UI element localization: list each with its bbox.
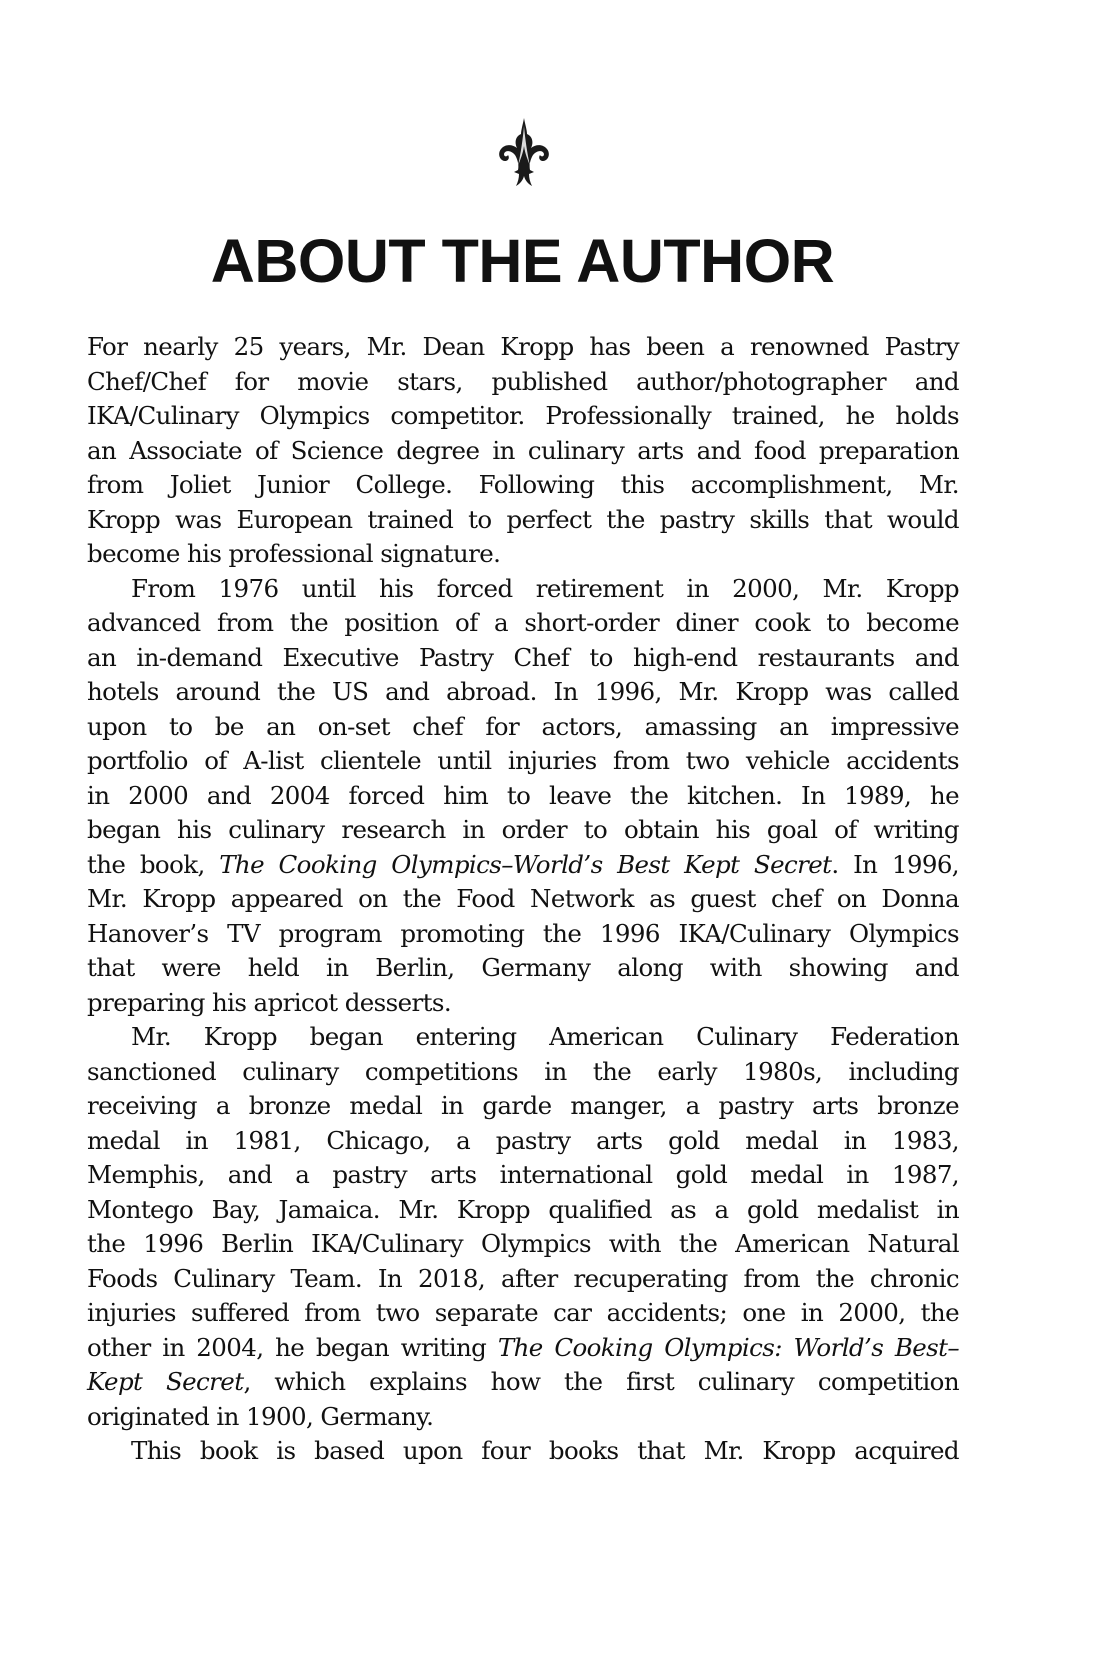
text-line: preparing his apricot desserts.	[87, 987, 452, 1017]
text-line: receiving a bronze medal in garde manger, a pastry arts bronze	[87, 1091, 959, 1120]
text-line: Kept Secret, which explains how the first culinary competition	[87, 1367, 959, 1396]
text-line: From 1976 until his forced retirement in 2000, Mr. Kropp	[131, 573, 959, 603]
text-line: become his professional signature.	[87, 539, 501, 568]
text-line: an Associate of Science degree in culinary arts and food preparation	[87, 435, 959, 465]
text-line: the 1996 Berlin IKA/Culinary Olympics with the American Natural	[87, 1229, 959, 1258]
text-line: began his culinary research in order to obtain his goal of writing	[87, 815, 959, 844]
text-line: in 2000 and 2004 forced him to leave the kitchen. In 1989, he	[87, 780, 959, 810]
text-line: Kropp was European trained to perfect the pastry skills that would	[87, 504, 959, 534]
fleur-de-lis-icon	[496, 116, 552, 188]
text-line: medal in 1981, Chicago, a pastry arts gold medal in 1983,	[87, 1125, 959, 1155]
text-line: an in-demand Executive Pastry Chef to high-end restaurants and	[87, 642, 959, 672]
book-title: The Cooking Olympics–World’s Best Kept Secret	[219, 849, 832, 879]
paragraph	[87, 572, 959, 1021]
text-line: Foods Culinary Team. In 2018, after recuperating from the chronic	[87, 1263, 959, 1293]
paragraph	[87, 1434, 959, 1469]
text-line: other in 2004, he began writing The Cooking Olympics: World’s Best–	[87, 1332, 959, 1362]
text-line: originated in 1900, Germany.	[87, 1401, 434, 1431]
paragraph	[87, 1020, 959, 1434]
text-line: advanced from the position of a short-order diner cook to become	[87, 608, 959, 637]
text-line: upon to be an on-set chef for actors, amassing an impressive	[87, 711, 959, 741]
book-title: Kept Secret	[87, 1367, 244, 1396]
author-bio	[87, 330, 959, 1469]
text-line: This book is based upon four books that Mr. Kropp acquired	[131, 1436, 959, 1465]
text-line: Hanover’s TV program promoting the 1996 IKA/Culinary Olympics	[87, 918, 959, 948]
text-line: Mr. Kropp began entering American Culinary Federation	[131, 1022, 959, 1051]
text-line: injuries suffered from two separate car accidents; one in 2000, the	[87, 1298, 959, 1327]
text-line: the book, The Cooking Olympics–World’s Best Kept Secret. In 1996,	[87, 849, 959, 879]
paragraph	[87, 330, 959, 572]
text-line: IKA/Culinary Olympics competitor. Professionally trained, he holds	[87, 401, 959, 430]
text-line: portfolio of A-list clientele until injuries from two vehicle accidents	[87, 746, 959, 775]
text-line: Mr. Kropp appeared on the Food Network as guest chef on Donna	[87, 884, 959, 913]
text-line: hotels around the US and abroad. In 1996, Mr. Kropp was called	[87, 677, 959, 706]
text-line: For nearly 25 years, Mr. Dean Kropp has been a renowned Pastry	[87, 332, 959, 361]
text-line: that were held in Berlin, Germany along with showing and	[87, 953, 959, 982]
book-title: The Cooking Olympics: World’s Best–	[497, 1332, 959, 1362]
text-line: from Joliet Junior College. Following this accomplishment, Mr.	[87, 470, 959, 499]
page-title: ABOUT THE AUTHOR	[210, 226, 835, 295]
text-line: Montego Bay, Jamaica. Mr. Kropp qualified as a gold medalist in	[87, 1194, 959, 1224]
text-line: Memphis, and a pastry arts international gold medal in 1987,	[87, 1160, 959, 1189]
text-line: Chef/Chef for movie stars, published author/photographer and	[87, 366, 959, 396]
text-line: sanctioned culinary competitions in the early 1980s, including	[87, 1056, 959, 1086]
